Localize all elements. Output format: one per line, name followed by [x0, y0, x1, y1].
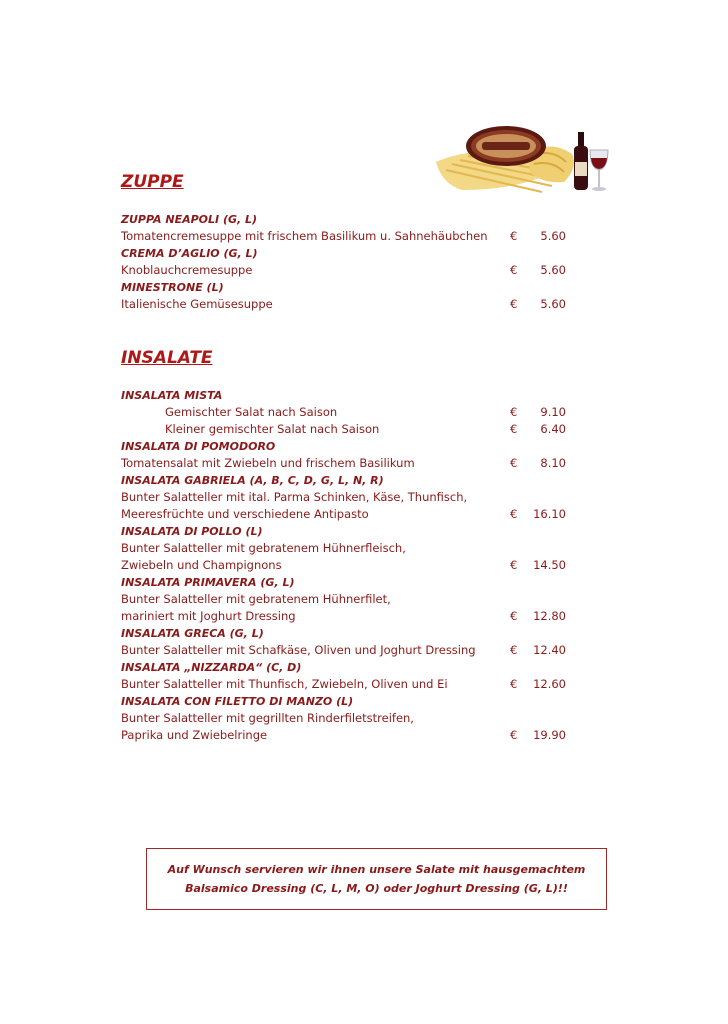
currency-symbol: € [510, 507, 518, 521]
section-title-0: ZUPPE [121, 172, 184, 192]
dish-price: 9.10 [540, 405, 566, 419]
dish-description [121, 676, 566, 693]
dish-name-text: INSALATA MISTA [121, 389, 223, 402]
dish-description-text: Tomatencremesuppe mit frischem Basilikum u. Sahnehäubchen [121, 229, 488, 243]
dish-name [121, 245, 566, 262]
dish-description-text: Gemischter Salat nach Saison [165, 405, 338, 419]
dish-price: 12.60 [533, 677, 566, 691]
dish-price: 5.60 [540, 263, 566, 277]
dish-description-text: Paprika und Zwiebelringe [121, 728, 268, 742]
dish-description [121, 540, 566, 557]
dish-description-text: Bunter Salatteller mit ital. Parma Schinken, Käse, Thunfisch, [121, 490, 468, 504]
currency-symbol: € [510, 405, 518, 419]
dish-description-text: mariniert mit Joghurt Dressing [121, 609, 296, 623]
currency-symbol: € [510, 558, 518, 572]
dish-name-text: INSALATA DI POLLO (L) [121, 525, 263, 538]
dish-description [121, 228, 566, 245]
dish-description [121, 404, 566, 421]
dish-description-text: Knoblauchcremesuppe [121, 263, 253, 277]
dish-price: 5.60 [540, 229, 566, 243]
currency-symbol: € [510, 728, 518, 742]
dish-price: 16.10 [533, 507, 566, 521]
dish-description [121, 591, 566, 608]
dish-description [121, 262, 566, 279]
dish-name [121, 211, 566, 228]
dish-name [121, 659, 566, 676]
dish-description [121, 455, 566, 472]
dish-description-text: Bunter Salatteller mit Schafkäse, Oliven und Joghurt Dressing [121, 643, 476, 657]
dish-price: 6.40 [540, 422, 566, 436]
dish-price: 12.40 [533, 643, 566, 657]
dish-description [121, 296, 566, 313]
dish-name-text: CREMA D’AGLIO (G, L) [121, 247, 258, 260]
dish-description-text: Meeresfrüchte und verschiedene Antipasto [121, 507, 369, 521]
dish-description [121, 506, 566, 523]
dish-description-text: Bunter Salatteller mit Thunfisch, Zwiebeln, Oliven und Ei [121, 677, 448, 691]
dish-description [121, 727, 566, 744]
currency-symbol: € [510, 677, 518, 691]
dish-name-text: INSALATA DI POMODORO [121, 440, 276, 453]
dish-description-text: Zwiebeln und Champignons [121, 558, 282, 572]
dish-name [121, 438, 566, 455]
dish-price: 5.60 [540, 297, 566, 311]
section-title-1: INSALATE [121, 348, 213, 368]
dressing-note-line-1: Auf Wunsch servieren wir ihnen unsere Salate mit hausgemachtem [167, 863, 586, 876]
dish-description [121, 557, 566, 574]
currency-symbol: € [510, 456, 518, 470]
dish-description [121, 489, 566, 506]
dish-price: 12.80 [533, 609, 566, 623]
dish-description-text: Italienische Gemüsesuppe [121, 297, 273, 311]
dish-name-text: INSALATA CON FILETTO DI MANZO (L) [121, 695, 354, 708]
dish-name [121, 387, 566, 404]
logo-oval-sign [466, 126, 546, 166]
dressing-note-line-2: Balsamico Dressing (C, L, M, O) oder Joghurt Dressing (G, L)!! [185, 882, 568, 895]
dish-name-text: INSALATA GRECA (G, L) [121, 627, 264, 640]
currency-symbol: € [510, 643, 518, 657]
dish-description-text: Bunter Salatteller mit gebratenem Hühnerfilet, [121, 592, 391, 606]
dish-price: 14.50 [533, 558, 566, 572]
dish-description-text: Kleiner gemischter Salat nach Saison [165, 422, 380, 436]
dish-name [121, 523, 566, 540]
wine-glass-icon [590, 150, 608, 191]
dish-price: 8.10 [540, 456, 566, 470]
restaurant-logo-pasta-wine-image [432, 124, 614, 204]
dish-name [121, 574, 566, 591]
dish-name [121, 625, 566, 642]
dish-description [121, 421, 566, 438]
dish-description-text: Bunter Salatteller mit gebratenem Hühnerfleisch, [121, 541, 406, 555]
dish-description [121, 608, 566, 625]
dish-name-text: MINESTRONE (L) [121, 281, 224, 294]
currency-symbol: € [510, 609, 518, 623]
dish-description-text: Bunter Salatteller mit gegrillten Rinderfiletstreifen, [121, 711, 414, 725]
wine-bottle-icon [574, 132, 588, 190]
dish-name [121, 693, 566, 710]
currency-symbol: € [510, 229, 518, 243]
dish-name [121, 279, 566, 296]
currency-symbol: € [510, 422, 518, 436]
dish-price: 19.90 [533, 728, 566, 742]
dish-name-text: ZUPPA NEAPOLI (G, L) [121, 213, 258, 226]
dish-description-text: Tomatensalat mit Zwiebeln und frischem Basilikum [121, 456, 415, 470]
dish-name-text: INSALATA „NIZZARDA“ (C, D) [121, 661, 302, 674]
dish-description [121, 710, 566, 727]
currency-symbol: € [510, 263, 518, 277]
dish-name-text: INSALATA PRIMAVERA (G, L) [121, 576, 295, 589]
dish-name [121, 472, 566, 489]
dish-name-text: INSALATA GABRIELA (A, B, C, D, G, L, N, R) [121, 474, 384, 487]
dressing-note-box [146, 848, 607, 910]
currency-symbol: € [510, 297, 518, 311]
dish-description [121, 642, 566, 659]
